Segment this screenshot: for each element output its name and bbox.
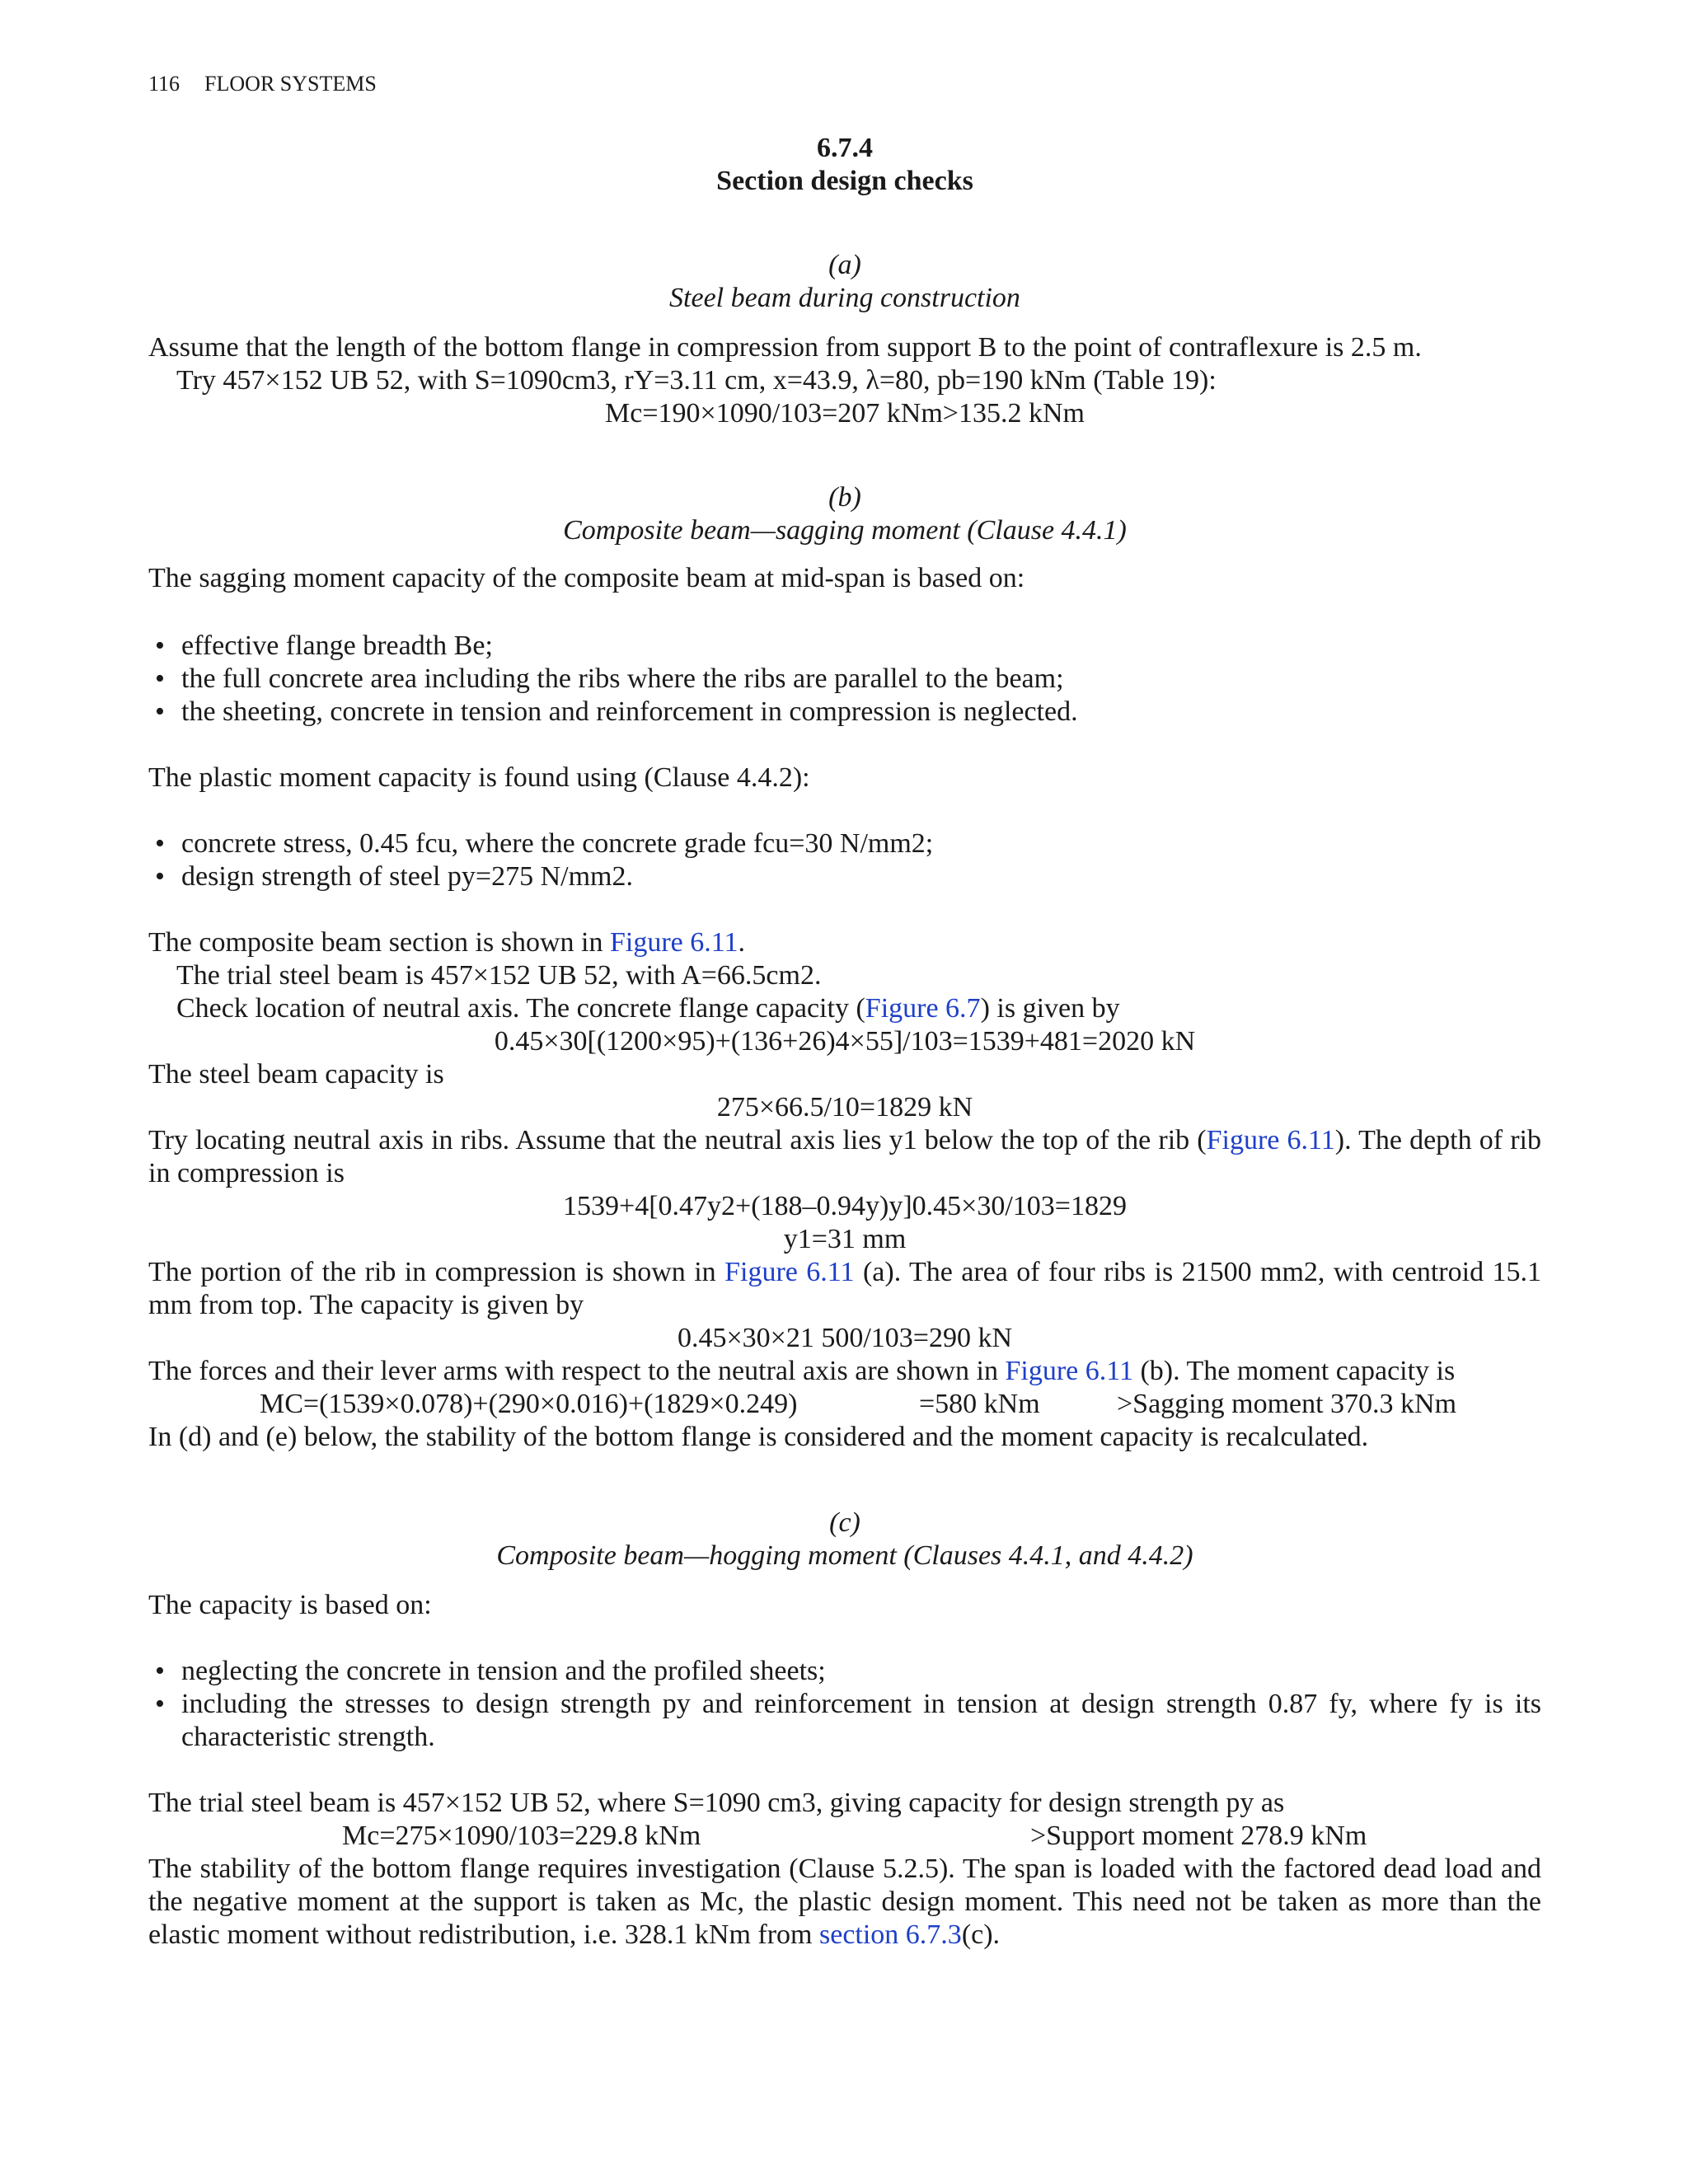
- subsection-c-body: [148, 1787, 1541, 1952]
- paragraph: Try 457×152 UB 52, with S=1090cm3, rY=3.11 cm, x=43.9, λ=80, pb=190 kNm (Table 19):: [176, 365, 1217, 396]
- equation: 1539+4[0.47y2+(188–0.94y)y]0.45×30/103=1829: [563, 1191, 1127, 1221]
- equation-comparison: >Sagging moment 370.3 kNm: [1117, 1389, 1457, 1419]
- paragraph: The forces and their lever arms with respect to the neutral axis are shown in Figure 6.11 (b). The moment capacity is: [148, 1356, 1456, 1386]
- list-item: • neglecting the concrete in tension and the profiled sheets;: [148, 1655, 1541, 1688]
- bullet-list: [148, 630, 1541, 729]
- equation: MC=(1539×0.078)+(290×0.016)+(1829×0.249): [260, 1389, 798, 1419]
- paragraph: The stability of the bottom flange requires investigation (Clause 5.2.5). The span is loaded with the factored dead load and the negative moment at the support is taken as Mc, the plastic design moment. This need not be taken as more than the elastic moment without redistribution, i.e. 328.1 kNm from section 6.7.3(c).: [148, 1854, 1541, 1950]
- list-item: • concrete stress, 0.45 fcu, where the concrete grade fcu=30 N/mm2;: [148, 827, 1541, 860]
- equation: 0.45×30×21 500/103=290 kN: [677, 1323, 1013, 1353]
- figure-6-11-link[interactable]: Figure 6.11: [724, 1257, 855, 1287]
- bullet-list: [148, 1655, 1541, 1754]
- section-title: Section design checks: [716, 166, 973, 196]
- figure-6-11-link[interactable]: Figure 6.11: [1206, 1125, 1335, 1155]
- equation: y1=31 mm: [783, 1224, 907, 1254]
- moment-equation-row: [148, 1388, 1541, 1421]
- paragraph: In (d) and (e) below, the stability of the bottom flange is considered and the moment capacity is recalculated.: [148, 1422, 1369, 1452]
- paragraph: The trial steel beam is 457×152 UB 52, where S=1090 cm3, giving capacity for design strength py as: [148, 1788, 1285, 1818]
- bullet-list: [148, 827, 1541, 893]
- subsection-b-intro: The sagging moment capacity of the composite beam at mid-span is based on:: [148, 563, 1025, 593]
- section-number: 6.7.4: [817, 133, 873, 163]
- paragraph: The composite beam section is shown in Figure 6.11.: [148, 927, 745, 958]
- subsection-c-heading: [148, 1507, 1541, 1572]
- subsection-a-label: (a): [828, 250, 861, 280]
- figure-6-7-link[interactable]: Figure 6.7: [865, 993, 981, 1024]
- paragraph: Try locating neutral axis in ribs. Assume that the neutral axis lies y1 below the top of the rib (Figure 6.11). The depth of rib in compression is: [148, 1125, 1541, 1188]
- equation-result: =580 kNm: [919, 1389, 1040, 1419]
- subsection-b-heading: [148, 481, 1541, 547]
- subsection-c-label: (c): [829, 1507, 860, 1538]
- list-item: • the sheeting, concrete in tension and reinforcement in compression is neglected.: [148, 696, 1541, 729]
- list-item: • design strength of steel py=275 N/mm2.: [148, 860, 1541, 893]
- figure-6-11-link[interactable]: Figure 6.11: [1005, 1356, 1133, 1386]
- subsection-a-heading: [148, 249, 1541, 315]
- equation: Mc=275×1090/103=229.8 kNm: [342, 1821, 701, 1851]
- equation: 275×66.5/10=1829 kN: [716, 1092, 973, 1122]
- paragraph: The trial steel beam is 457×152 UB 52, with A=66.5cm2.: [176, 960, 822, 991]
- paragraph: Assume that the length of the bottom flange in compression from support B to the point of contraflexure is 2.5 m.: [148, 332, 1422, 363]
- section-heading: [148, 132, 1541, 198]
- section-6-7-3-link[interactable]: section 6.7.3: [819, 1919, 962, 1950]
- equation: Mc=190×1090/103=207 kNm>135.2 kNm: [605, 398, 1085, 429]
- moment-equation-row: [148, 1820, 1541, 1853]
- subsection-c-title: Composite beam—hogging moment (Clauses 4.4.1, and 4.4.2): [496, 1540, 1193, 1571]
- subsection-b-label: (b): [828, 482, 861, 513]
- subsection-a-body: [148, 331, 1541, 430]
- equation: 0.45×30[(1200×95)+(136+26)4×55]/103=1539+481=2020 kN: [494, 1026, 1196, 1057]
- figure-6-11-link[interactable]: Figure 6.11: [609, 927, 738, 958]
- plastic-intro: The plastic moment capacity is found using (Clause 4.4.2):: [148, 762, 810, 793]
- list-item: • including the stresses to design strength py and reinforcement in tension at design strength 0.87 fy, where fy is its characteristic strength.: [148, 1688, 1541, 1754]
- running-header: [148, 71, 377, 97]
- paragraph: Check location of neutral axis. The concrete flange capacity (Figure 6.7) is given by: [176, 993, 1120, 1024]
- paragraph: The steel beam capacity is: [148, 1059, 444, 1090]
- equation-comparison: >Support moment 278.9 kNm: [1030, 1821, 1367, 1851]
- paragraph: The portion of the rib in compression is shown in Figure 6.11 (a). The area of four ribs is 21500 mm2, with centroid 15.1 mm from top. The capacity is given by: [148, 1257, 1541, 1320]
- subsection-c-intro: The capacity is based on:: [148, 1590, 432, 1620]
- list-item: • effective flange breadth Be;: [148, 630, 1541, 663]
- subsection-b-title: Composite beam—sagging moment (Clause 4.4.1): [563, 515, 1127, 546]
- subsection-b-body: [148, 926, 1541, 1454]
- subsection-a-title: Steel beam during construction: [669, 283, 1020, 313]
- list-item: • the full concrete area including the ribs where the ribs are parallel to the beam;: [148, 663, 1541, 696]
- page-number: 116: [148, 72, 181, 96]
- running-title: FLOOR SYSTEMS: [204, 72, 377, 96]
